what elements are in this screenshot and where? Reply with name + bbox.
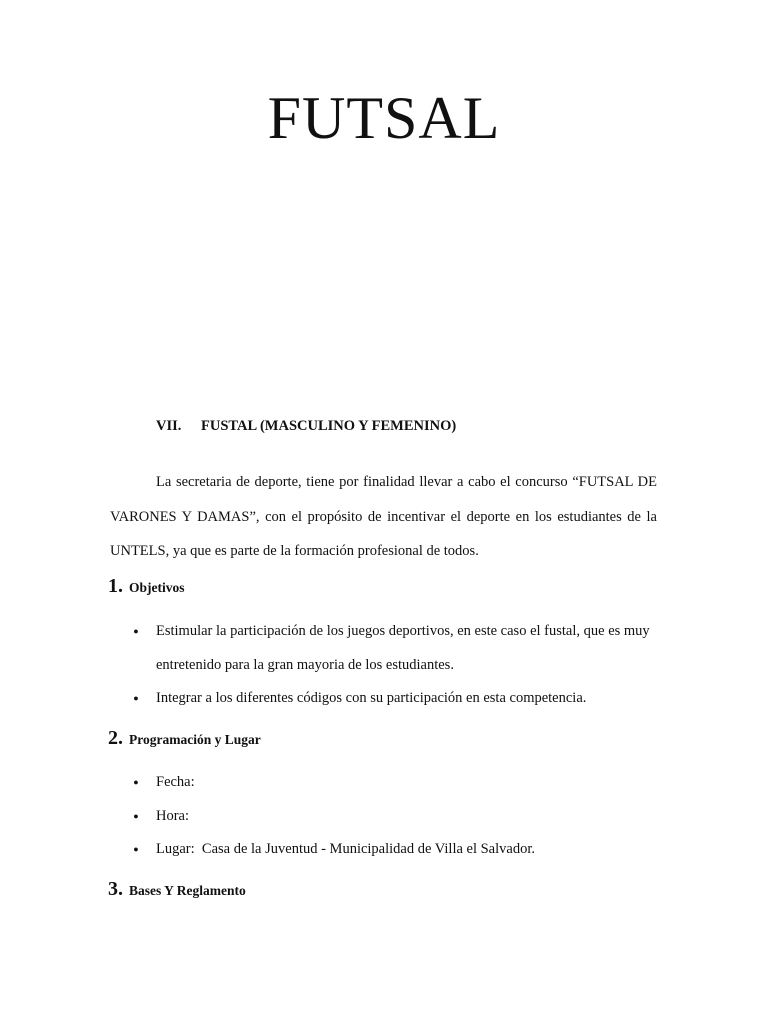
list-item-text: Fecha: bbox=[156, 774, 195, 790]
list-item bbox=[133, 833, 661, 867]
objetivos-list bbox=[133, 615, 661, 716]
list-item-text: Hora: bbox=[156, 807, 190, 824]
list-item-text: Integrar a los diferentes códigos con su participación en esta competencia. bbox=[156, 690, 587, 706]
list-item bbox=[133, 766, 661, 800]
list-item-text: Lugar: Casa de la Juventud - Municipalidad de Villa el Salvador. bbox=[156, 841, 535, 857]
bullet-icon: ● bbox=[133, 693, 139, 703]
document-title: FUTSAL bbox=[267, 85, 501, 151]
section-title: FUSTAL (MASCULINO Y FEMENINO) bbox=[201, 418, 457, 434]
programacion-list bbox=[133, 766, 661, 867]
list-item-text: Estimular la participación de los juegos deportivos, en este caso el fustal, que es muy entretenido para la gran mayoria de los estudiantes. bbox=[156, 623, 650, 673]
heading-title: Objetivos bbox=[129, 580, 185, 595]
heading-title: Bases Y Reglamento bbox=[129, 883, 246, 898]
heading-title: Programación y Lugar bbox=[129, 732, 261, 747]
heading-number: 2. bbox=[108, 727, 123, 749]
list-item bbox=[133, 682, 661, 716]
bullet-icon: ● bbox=[133, 810, 139, 821]
heading-number: 1. bbox=[108, 575, 123, 597]
bullet-icon: ● bbox=[133, 844, 139, 854]
intro-paragraph: La secretaria de deporte, tiene por finalidad llevar a cabo el concurso “FUTSAL DE VARONES Y DAMAS”, con el propósito de incentivar el deporte en los estudiantes de la UNTELS, ya que es parte de la formación profesional de todos. bbox=[110, 474, 657, 559]
heading-programacion bbox=[108, 726, 261, 752]
bullet-icon: ● bbox=[133, 626, 139, 636]
heading-bases bbox=[108, 877, 246, 903]
list-item bbox=[133, 615, 661, 682]
heading-number: 3. bbox=[108, 878, 123, 900]
section-heading bbox=[156, 416, 456, 436]
section-number: VII. bbox=[156, 418, 182, 434]
bullet-icon: ● bbox=[133, 777, 139, 787]
heading-objetivos bbox=[108, 574, 185, 600]
list-item bbox=[133, 800, 661, 834]
